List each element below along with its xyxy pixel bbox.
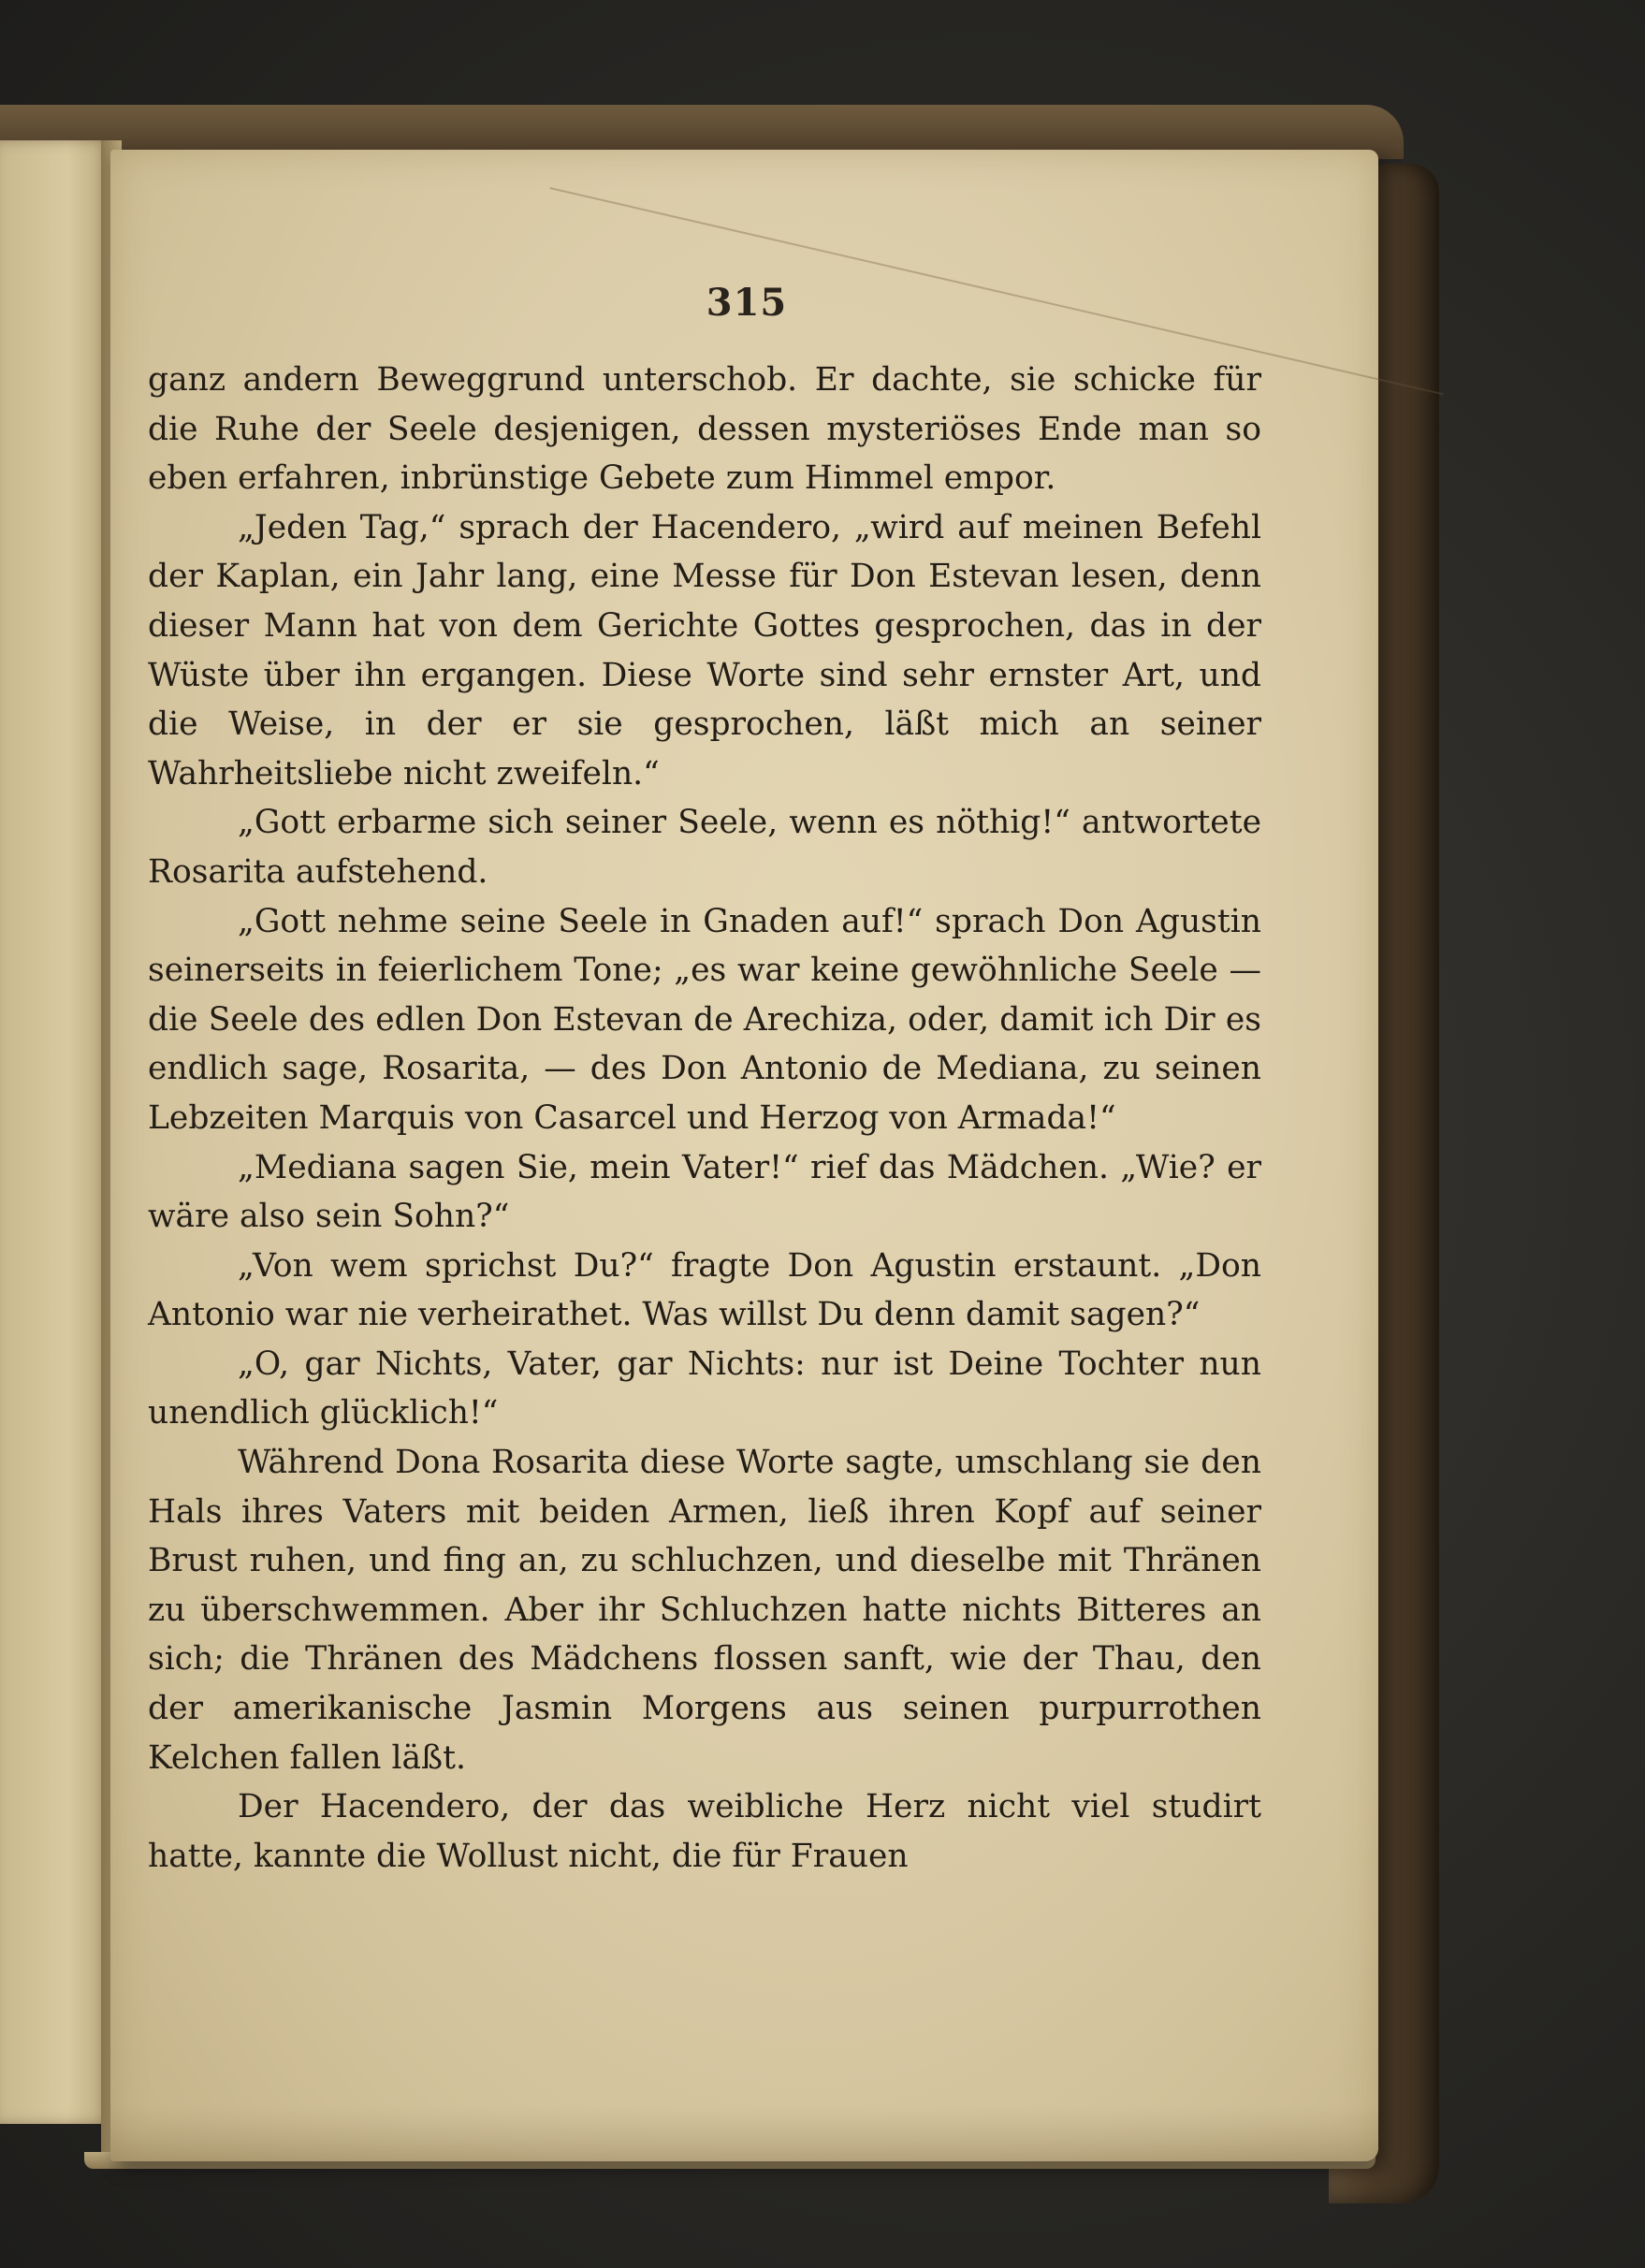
paragraph: ganz andern Beweggrund unterschob. Er dachte, sie schicke für die Ruhe der Seele desjenigen, dessen mysteriöses Ende man so eben erfahren, inbrünstige Gebete zum Himmel empor. (148, 361, 1261, 498)
page-number: 315 (706, 281, 788, 325)
paragraph: „Jeden Tag,“ sprach der Hacendero, „wird auf meinen Befehl der Kaplan, ein Jahr lang, eine Messe für Don Estevan lesen, denn dieser Mann hat von dem Gerichte Gottes gesprochen, das in der Wüste über ihn ergangen. Diese Worte sind sehr ernster Art, und die Weise, in der er sie gesprochen, läßt mich an seiner Wahrheitsliebe nicht zweifeln.“ (148, 508, 1261, 792)
page-text (148, 356, 1261, 1881)
paragraph: „Gott nehme seine Seele in Gnaden auf!“ sprach Don Agustin seinerseits in feierlichem Tone; „es war keine gewöhnliche Seele — die Seele des edlen Don Estevan de Arechiza, oder, damit ich Dir es endlich sage, Rosarita, — des Don Antonio de Mediana, zu seinen Lebzeiten Marquis von Casarcel und Herzog von Armada!“ (148, 902, 1261, 1137)
paragraph: Während Dona Rosarita diese Worte sagte, umschlang sie den Hals ihres Vaters mit beiden Armen, ließ ihren Kopf auf seiner Brust ruhen, und fing an, zu schluchzen, und dieselbe mit Thränen zu überschwemmen. Aber ihr Schluchzen hatte nichts Bitteres an sich; die Thränen des Mädchens flossen sanft, wie der Thau, den der amerikanische Jasmin Morgens aus seinen purpurrothen Kelchen fallen läßt. (148, 1444, 1261, 1777)
book-page (110, 150, 1378, 2161)
paragraph: „Von wem sprichst Du?“ fragte Don Agustin erstaunt. „Don Antonio war nie verheirathet. Was willst Du denn damit sagen?“ (148, 1246, 1261, 1334)
left-page-edge (0, 140, 112, 2124)
paragraph: „O, gar Nichts, Vater, gar Nichts: nur ist Deine Tochter nun unendlich glücklich!“ (148, 1345, 1261, 1432)
paragraph: Der Hacendero, der das weibliche Herz nicht viel studirt hatte, kannte die Wollust nicht, die für Frauen (148, 1788, 1261, 1875)
paragraph: „Gott erbarme sich seiner Seele, wenn es nöthig!“ antwortete Rosarita aufstehend. (148, 804, 1261, 891)
paragraph: „Mediana sagen Sie, mein Vater!“ rief das Mädchen. „Wie? er wäre also sein Sohn?“ (148, 1148, 1261, 1236)
page-shadow (110, 2105, 1378, 2161)
